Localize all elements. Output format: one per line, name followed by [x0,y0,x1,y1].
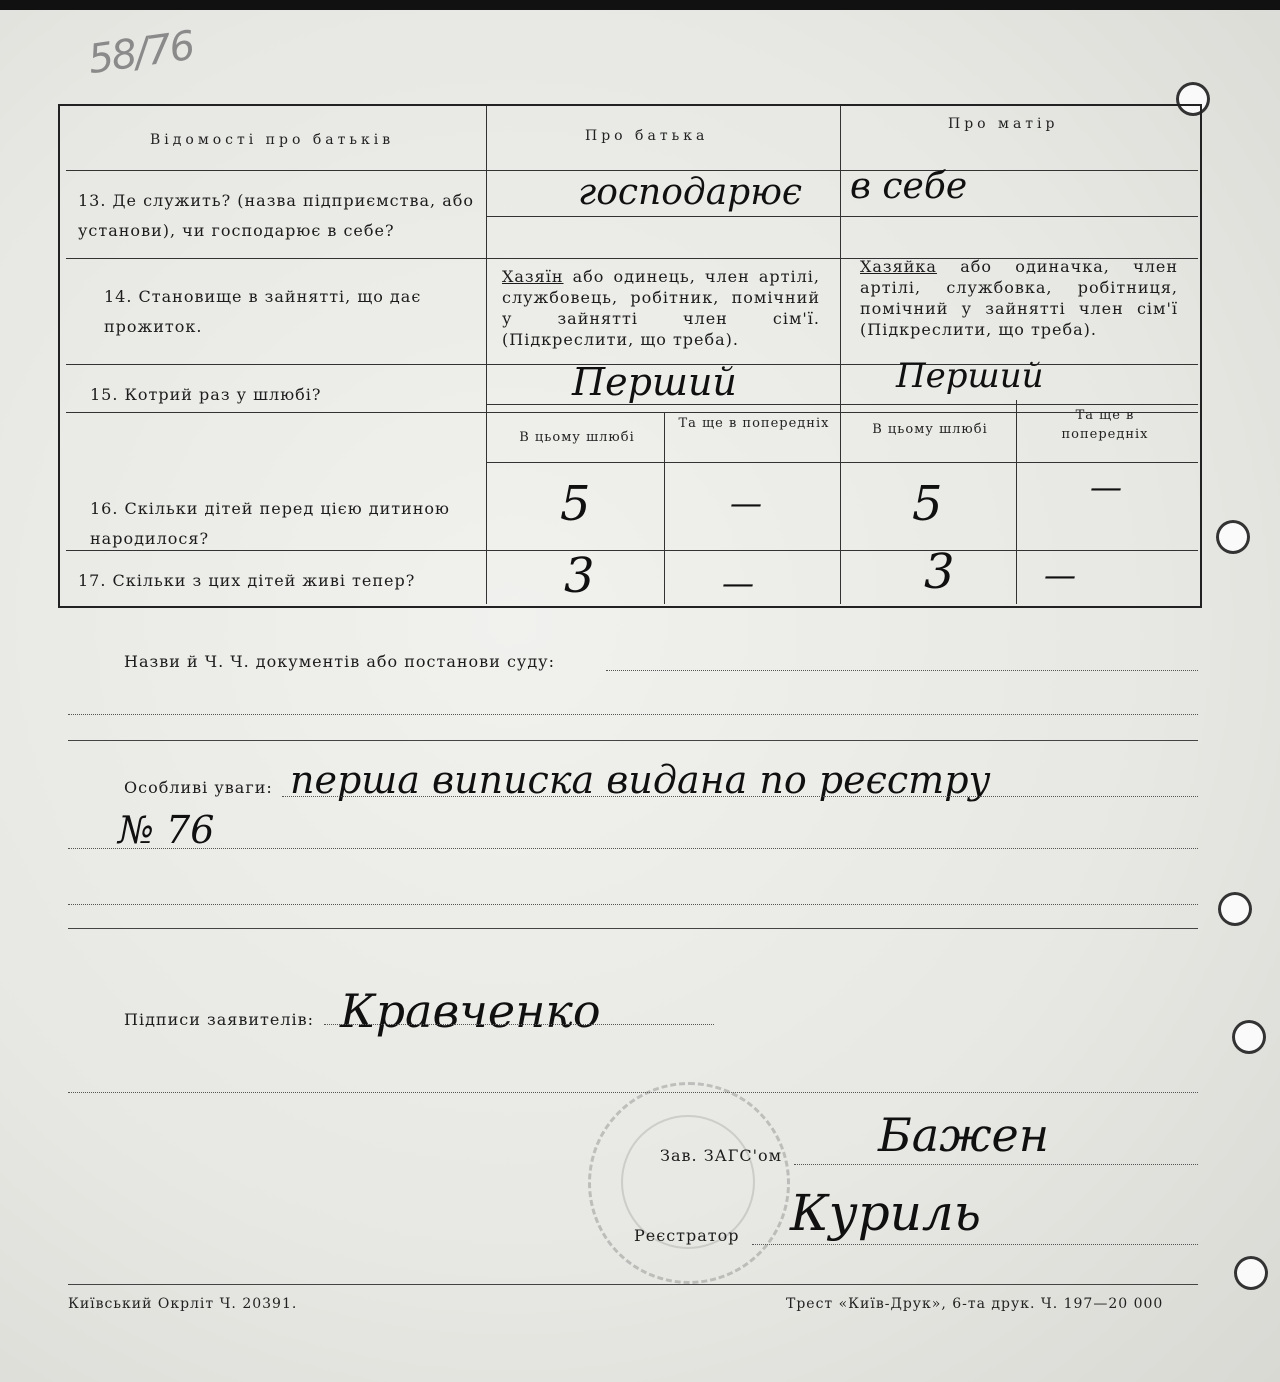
father-underlined-option: Хазяїн [502,267,564,286]
footer-right: Трест «Київ-Друк», 6-та друк. Ч. 197—20 000 [786,1296,1164,1312]
divider [68,928,1198,929]
row-13-mother-value: в себе [850,166,968,207]
row-15-father-value: Перший [572,360,737,404]
divider [486,106,487,604]
row-15-mother-value: Перший [896,356,1044,396]
footer-divider [68,1284,1198,1285]
mother-other-options: або одиначка, член артілі, службовка, робітниця, помічний у зайнятті член сім'ї (Підкреслити, що треба). [860,257,1179,339]
row-17-mother-current: 3 [924,544,955,600]
row-13-father-value: господарює [578,172,803,213]
header-father: Про батька [585,128,709,144]
header-info: Відомості про батьків [150,132,395,148]
row-13-label: 13. Де служить? (назва підприємства, або установи), чи господарює в себе? [78,191,474,240]
applicants-line [68,1092,1198,1093]
divider [840,106,841,604]
documents-label: Назви й Ч. Ч. документів або постанови суду: [124,652,555,671]
mother-previous-subheader: Та ще в попередніх [1061,408,1149,442]
divider [68,740,1198,741]
head-line [794,1164,1198,1165]
divider [66,170,1198,171]
documents-line [68,714,1198,715]
mother-underlined-option: Хазяйка [860,257,937,276]
divider [1016,400,1017,604]
row-15-label: 15. Котрий раз у шлюбі? [90,385,322,404]
punch-hole-icon [1234,1256,1268,1290]
remarks-line [68,848,1198,849]
row-17-label: 17. Скільки з цих дітей живі тепер? [78,571,416,590]
divider [664,412,665,604]
registrar-label: Реєстратор [634,1226,740,1245]
row-14-mother-options [860,256,1178,340]
row-17-mother-previous: — [1044,556,1076,594]
row-16-mother-previous: — [1090,468,1122,506]
punch-hole-icon [1216,520,1250,554]
row-16-father-current: 5 [560,476,591,532]
pencil-note: 58/76 [85,22,196,84]
documents-line [606,670,1198,671]
applicants-signature: Кравченко [340,984,601,1038]
remarks-line [68,904,1198,905]
scan-edge [0,0,1280,10]
divider [66,412,1198,413]
remarks-label: Особливі уваги: [124,778,273,797]
head-signature: Бажен [878,1108,1050,1162]
punch-hole-icon [1232,1020,1266,1054]
divider [486,216,1198,217]
registrar-signature: Куриль [790,1184,981,1242]
divider [486,462,1198,463]
applicants-line [324,1024,714,1025]
row-16-label: 16. Скільки дітей перед цією дитиною народилося? [90,499,450,548]
father-current-subheader: В цьому шлюбі [519,430,635,445]
father-previous-subheader: Та ще в попередніх [678,416,830,431]
row-16-mother-current: 5 [912,476,943,532]
mother-current-subheader: В цьому шлюбі [872,422,988,437]
header-mother: Про матір [948,116,1059,132]
punch-hole-icon [1218,892,1252,926]
row-16-father-previous: — [730,484,762,522]
remarks-line-1: перша виписка видана по реєстру [290,758,991,802]
row-17-father-previous: — [722,564,754,602]
remarks-line-2: № 76 [118,808,215,852]
row-14-label: 14. Становище в зайнятті, що дає прожиток. [104,287,422,336]
father-other-options: або одинець, член артілі, службовець, робітник, помічний у зайнятті член сім'ї. (Підкреслити, що треба). [502,267,820,349]
divider [486,404,1198,405]
applicants-label: Підписи заявителів: [124,1010,314,1029]
head-label: Зав. ЗАГС'ом [660,1146,783,1165]
remarks-line [282,796,1198,797]
row-17-father-current: 3 [564,548,595,604]
registrar-line [752,1244,1198,1245]
seal-stamp-icon [588,1082,790,1284]
row-14-father-options [502,266,820,350]
footer-left: Київський Окрліт Ч. 20391. [68,1296,298,1312]
